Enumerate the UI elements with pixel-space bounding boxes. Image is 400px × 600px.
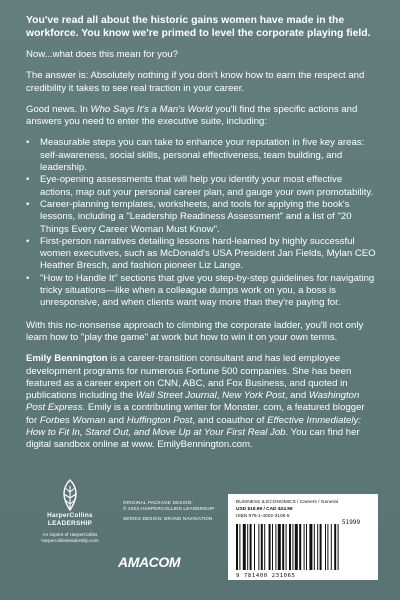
price-text: USD $19.99 / CAD $24.99 [236, 507, 293, 512]
barcode-icon [236, 524, 370, 572]
list-item [26, 174, 376, 199]
credit-line: © 2023 HARPERCOLLINS LEADERSHIP [123, 506, 215, 511]
good-news-paragraph [26, 104, 376, 129]
list-item [26, 236, 376, 273]
barcode-panel [228, 494, 378, 580]
bullet-icon: • [26, 174, 30, 186]
list-item [26, 273, 376, 310]
bio-text: . You can find her digital sandbox online at www. EmilyBennington.com. [26, 427, 360, 451]
publication-name: Washington Post Express [26, 390, 360, 414]
author-name: Emily Bennington [26, 353, 108, 365]
publisher-logo [30, 478, 110, 544]
book-title: Effective Immediately: How to Fit In, Stand Out, and Move Up at Your First Real Job [26, 414, 361, 439]
question-paragraph: Now...what does this mean for you? [26, 49, 178, 60]
publisher-wordmark: AMACOM [118, 554, 181, 570]
list-item [26, 137, 376, 174]
imprint-line: An imprint of HarperCollins [42, 532, 98, 538]
feature-text: Measurable steps you can take to enhance your reputation in five key areas: self-awareness, social skills, personal effectiveness, team building, and leadership. [40, 137, 365, 174]
brand-line-1: HarperCollins [47, 512, 93, 519]
barcode-digits: 9 781400 231065 [236, 573, 296, 579]
bullet-icon: • [26, 198, 30, 210]
list-item [26, 199, 376, 236]
category-text: BUSINESS & ECONOMICS / Careers / General [236, 500, 338, 505]
feature-text: Career-planning templates, worksheets, and tools for applying the book's lessons, including a "Leadership Readiness Assessment" and a list of "20 Things Every Career Woman Must Know". [40, 198, 352, 235]
book-title: Who Says It's a Man's World [90, 103, 213, 115]
imprint-info [30, 532, 110, 544]
price-code: 51999 [342, 519, 361, 526]
bio-text: , and [284, 390, 309, 402]
credit-line: ORIGINAL PACKAGE DESIGN: [123, 500, 193, 505]
feature-text: Eye-opening assessments that will help you identify your most effective actions, map out your personal career plan, and gauge your own promotability. [40, 174, 374, 198]
flame-leaf-icon [56, 478, 84, 512]
bio-text: , [216, 390, 223, 402]
bio-text: is a career-transition consultant and has led employee development programs for numerous Fortune 500 companies. She has been featured as a career expert on CNN, ABC, and Fox Business, and quoted in publications including the [26, 353, 352, 402]
lead-paragraph: You've read all about the historic gains women have made in the workforce. You know we're primed to level the corporate playing field. [26, 15, 371, 39]
bio-text: . Emily is a contributing writer for Monster. com, a featured blogger for [26, 402, 365, 426]
bullet-icon: • [26, 272, 30, 284]
good-news-text-2: you'll find the specific actions and answers you need to enter the executive suite, including: [26, 103, 358, 128]
package-design-credit [123, 500, 223, 512]
feature-text: First-person narratives detailing lessons hard-learned by highly successful women executives, such as McDonald's USA President Jan Fields, Mylan CEO Heather Bresch, and fashion pioneer Liz Lange. [40, 235, 376, 272]
series-design-credit: SERIES DESIGN: BRAND NAVIGATION [123, 516, 213, 521]
imprint-url: harpercollinsleadership.com [41, 538, 99, 544]
answer-paragraph: The answer is: Absolutely nothing if you don't know how to earn the respect and credibility it takes to see real traction in your career. [26, 70, 365, 94]
closing-paragraph: With this no-nonsense approach to climbing the corporate ladder, you'll not only learn how to "play the game" at work but how to win it on your own terms. [26, 319, 364, 343]
good-news-text: Good news. In [26, 103, 91, 115]
brand-name [30, 512, 110, 527]
bio-text: and [105, 414, 127, 426]
isbn-text: ISBN 978-1-4002-3106-5 [236, 514, 290, 519]
design-credits [123, 500, 223, 526]
publication-name: Huffington Post [126, 414, 193, 426]
book-meta [236, 500, 376, 521]
bullet-icon: • [26, 137, 30, 149]
publication-name: New York Post [222, 390, 285, 402]
author-bio [26, 353, 376, 451]
cover-copy [26, 14, 376, 461]
feature-text: "How to Handle It" sections that give you step-by-step guidelines for navigating tricky situations—like when a colleague dumps work on you, a boss is unresponsive, and when clients want way more than they're paying for. [40, 272, 375, 309]
publication-name: Forbes Woman [39, 414, 106, 426]
bio-text: , and coauthor of [192, 414, 268, 426]
bullet-icon: • [26, 235, 30, 247]
publication-name: Wall Street Journal [135, 390, 217, 402]
feature-list [26, 137, 376, 309]
brand-line-2: LEADERSHIP [47, 519, 93, 527]
